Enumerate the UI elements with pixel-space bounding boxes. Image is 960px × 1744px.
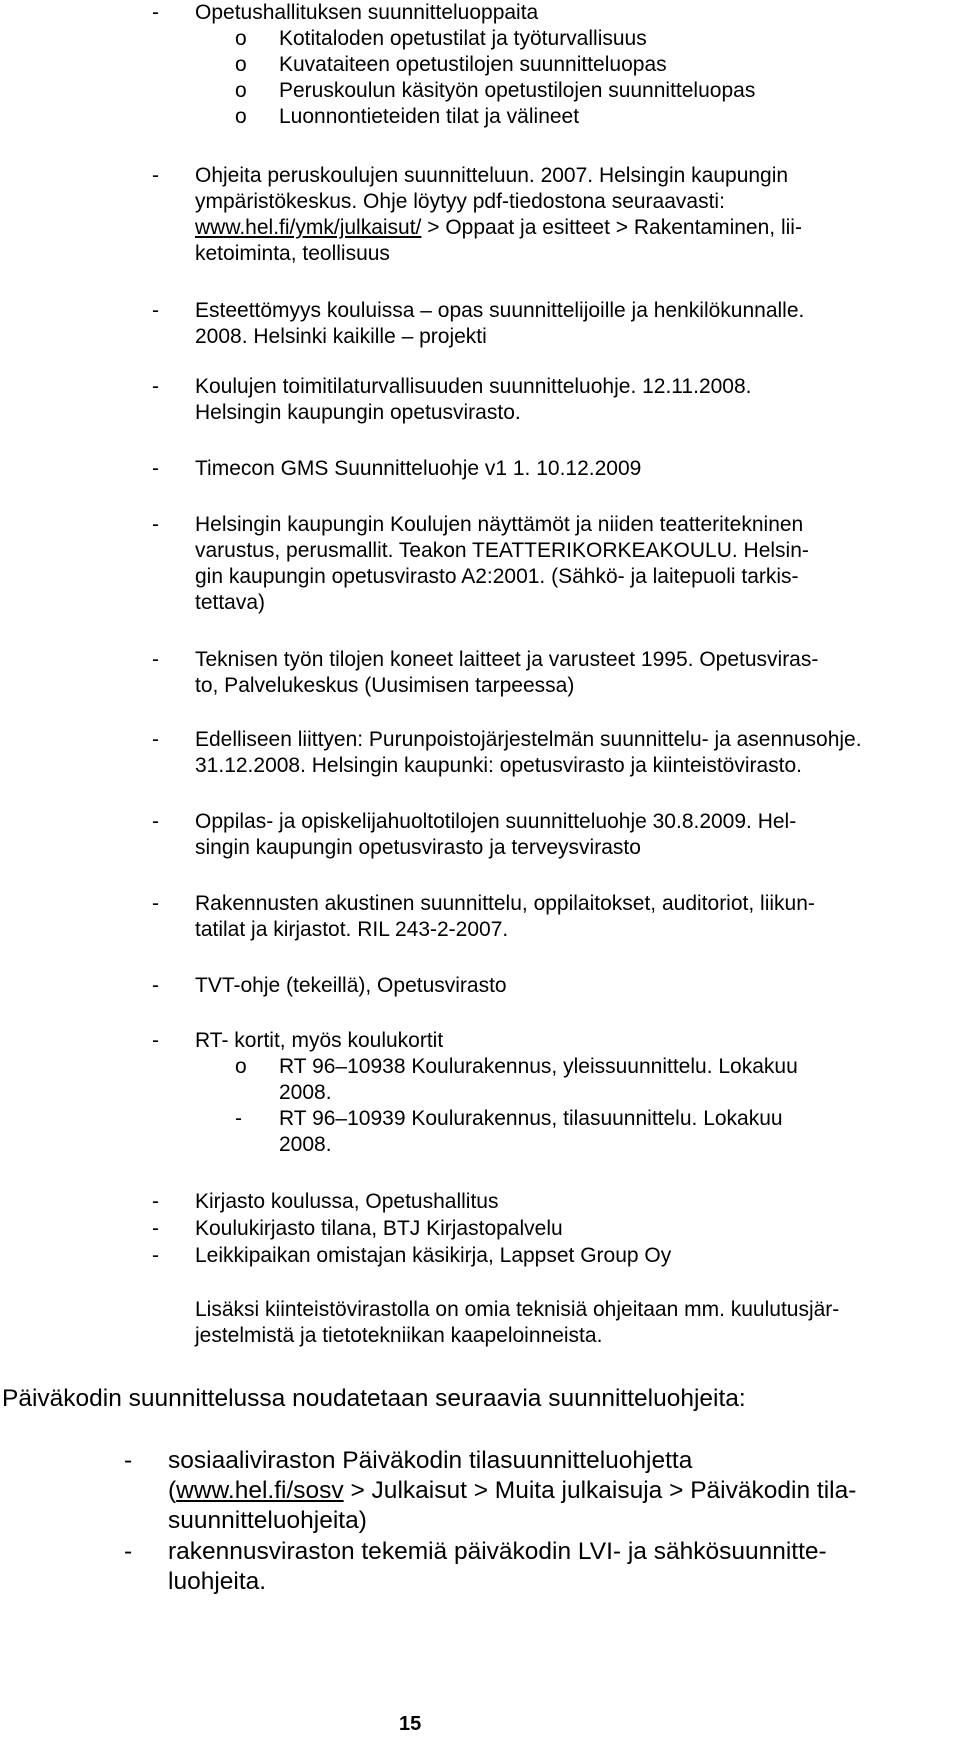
list-item-text: Leikkipaikan omistajan käsikirja, Lappset Group Oy: [195, 1244, 672, 1267]
list-item-text: Oppilas- ja opiskelijahuoltotilojen suunnitteluohje 30.8.2009. Hel-: [195, 810, 797, 833]
list-dash: -: [152, 810, 159, 833]
list-item-text: Rakennusten akustinen suunnittelu, oppilaitokset, auditoriot, liikun-: [195, 892, 815, 915]
list-item-text: singin kaupungin opetusvirasto ja terveysvirasto: [195, 836, 641, 859]
list-item-text: TVT-ohje (tekeillä), Opetusvirasto: [195, 974, 507, 997]
list-dash: -: [152, 164, 159, 187]
list-dash: -: [124, 1447, 133, 1474]
sub-item-text: 2008.: [279, 1081, 332, 1104]
list-dash: -: [152, 1, 159, 24]
sub-item-text: 2008.: [279, 1133, 332, 1156]
list-dash: -: [152, 375, 159, 398]
list-item-text: suunnitteluohjeita): [168, 1507, 367, 1534]
ymk-link[interactable]: www.hel.fi/ymk/julkaisut/: [195, 216, 422, 239]
list-dash: -: [124, 1538, 133, 1565]
sosv-link[interactable]: www.hel.fi/sosv: [176, 1477, 344, 1504]
list-dash: -: [152, 1190, 159, 1213]
list-item-text: RT- kortit, myös koulukortit: [195, 1029, 444, 1052]
list-item-text: Edelliseen liittyen: Purunpoistojärjestelmän suunnittelu- ja asennusohje.: [195, 728, 862, 751]
list-item-text: 31.12.2008. Helsingin kaupunki: opetusvirasto ja kiinteistövirasto.: [195, 754, 803, 777]
sub-bullet: o: [235, 53, 247, 76]
list-item-link-line: [168, 1476, 856, 1506]
list-item-text: Esteettömyys kouluissa – opas suunnittelijoille ja henkilökunnalle.: [195, 299, 805, 322]
section-heading: Päiväkodin suunnittelussa noudatetaan seuraavia suunnitteluohjeita:: [2, 1385, 746, 1412]
sub-dash: -: [235, 1107, 242, 1130]
list-item-text: ketoiminta, teollisuus: [195, 242, 390, 265]
list-item-text: gin kaupungin opetusvirasto A2:2001. (Sähkö- ja laitepuoli tarkis-: [195, 565, 799, 588]
list-item-text: Kirjasto koulussa, Opetushallitus: [195, 1190, 499, 1213]
sub-bullet: o: [235, 27, 247, 50]
list-item-text: varustus, perusmallit. Teakon TEATTERIKORKEAKOULU. Helsin-: [195, 539, 809, 562]
list-item-text: rakennusviraston tekemiä päiväkodin LVI- ja sähkösuunnitte-: [168, 1538, 827, 1565]
list-item-text: Helsingin kaupungin opetusvirasto.: [195, 401, 521, 424]
list-dash: -: [152, 1217, 159, 1240]
list-item-text: Timecon GMS Suunnitteluohje v1 1. 10.12.2009: [195, 457, 642, 480]
list-item-text: Helsingin kaupungin Koulujen näyttämöt ja niiden teatteritekninen: [195, 513, 804, 536]
sub-item-text: RT 96–10938 Koulurakennus, yleissuunnittelu. Lokakuu: [279, 1055, 798, 1078]
list-item-text: 2008. Helsinki kaikille – projekti: [195, 325, 487, 348]
sub-item-text: Peruskoulun käsityön opetustilojen suunnitteluopas: [279, 79, 756, 102]
list-item-text: to, Palvelukeskus (Uusimisen tarpeessa): [195, 674, 575, 697]
list-item-text: Koulukirjasto tilana, BTJ Kirjastopalvelu: [195, 1217, 563, 1240]
list-dash: -: [152, 457, 159, 480]
paragraph-line: Lisäksi kiinteistövirastolla on omia teknisiä ohjeitaan mm. kuulutusjär-: [195, 1298, 840, 1321]
list-item-text: Ohjeita peruskoulujen suunnitteluun. 2007. Helsingin kaupungin: [195, 164, 789, 187]
list-item-text: sosiaaliviraston Päiväkodin tilasuunnitteluohjetta: [168, 1447, 693, 1474]
paragraph-line: jestelmistä ja tietotekniikan kaapeloinneista.: [195, 1324, 603, 1347]
list-dash: -: [152, 299, 159, 322]
list-item-text: Opetushallituksen suunnitteluoppaita: [195, 1, 539, 24]
page-number: 15: [399, 1713, 422, 1735]
list-item-text: luohjeita.: [168, 1568, 267, 1595]
paren-open: (: [168, 1477, 177, 1504]
sub-bullet: o: [235, 1055, 247, 1078]
list-item-text: tettava): [195, 591, 266, 614]
sub-item-text: Kotitaloden opetustilat ja työturvallisuus: [279, 27, 647, 50]
sub-item-text: RT 96–10939 Koulurakennus, tilasuunnittelu. Lokakuu: [279, 1107, 783, 1130]
list-item-text: Koulujen toimitilaturvallisuuden suunnitteluohje. 12.11.2008.: [195, 375, 752, 398]
list-item-text: Teknisen työn tilojen koneet laitteet ja varusteet 1995. Opetusviras-: [195, 648, 819, 671]
sub-bullet: o: [235, 105, 247, 128]
link-trail: > Oppaat ja esitteet > Rakentaminen, lii-: [421, 216, 802, 239]
list-dash: -: [152, 892, 159, 915]
list-dash: -: [152, 648, 159, 671]
list-dash: -: [152, 1244, 159, 1267]
sub-item-text: Luonnontieteiden tilat ja välineet: [279, 105, 580, 128]
list-dash: -: [152, 1029, 159, 1052]
list-item-text: ympäristökeskus. Ohje löytyy pdf-tiedostona seuraavasti:: [195, 190, 725, 213]
list-item-text: tatilat ja kirjastot. RIL 243-2-2007.: [195, 918, 509, 941]
sub-item-text: Kuvataiteen opetustilojen suunnitteluopas: [279, 53, 667, 76]
list-dash: -: [152, 728, 159, 751]
list-dash: -: [152, 974, 159, 997]
link-trail: > Julkaisut > Muita julkaisuja > Päiväkodin tila-: [343, 1477, 857, 1504]
sub-bullet: o: [235, 79, 247, 102]
list-item-link-line: [195, 215, 802, 241]
list-dash: -: [152, 513, 159, 536]
